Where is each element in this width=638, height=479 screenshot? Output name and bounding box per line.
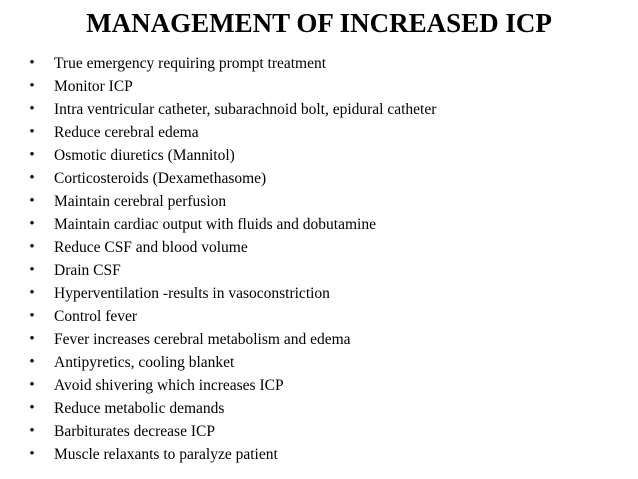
bullet-item <box>0 328 638 351</box>
bullet-item <box>0 144 638 167</box>
bullet-item <box>0 305 638 328</box>
bullet-dot-icon: • <box>29 446 35 462</box>
bullet-item <box>0 190 638 213</box>
bullet-item <box>0 259 638 282</box>
bullet-text: Maintain cardiac output with fluids and dobutamine <box>54 216 376 233</box>
bullet-text: Intra ventricular catheter, subarachnoid bolt, epidural catheter <box>54 101 437 118</box>
bullet-dot-icon: • <box>29 124 35 140</box>
bullet-dot-icon: • <box>29 101 35 117</box>
bullet-dot-icon: • <box>29 354 35 370</box>
bullet-dot-icon: • <box>29 239 35 255</box>
bullet-item <box>0 374 638 397</box>
bullet-text: Control fever <box>54 308 138 325</box>
bullet-text: Antipyretics, cooling blanket <box>54 354 235 371</box>
bullet-item <box>0 121 638 144</box>
bullet-text: Fever increases cerebral metabolism and edema <box>54 331 351 348</box>
bullet-dot-icon: • <box>29 55 35 71</box>
bullet-item <box>0 52 638 75</box>
bullet-text: Reduce metabolic demands <box>54 400 225 417</box>
bullet-text: Hyperventilation -results in vasoconstriction <box>54 285 330 302</box>
bullet-text: Monitor ICP <box>54 78 133 95</box>
bullet-list <box>0 52 638 466</box>
bullet-dot-icon: • <box>29 216 35 232</box>
bullet-item <box>0 98 638 121</box>
bullet-item <box>0 282 638 305</box>
bullet-dot-icon: • <box>29 285 35 301</box>
bullet-dot-icon: • <box>29 262 35 278</box>
bullet-item <box>0 420 638 443</box>
bullet-dot-icon: • <box>29 147 35 163</box>
bullet-item <box>0 236 638 259</box>
bullet-text: Reduce cerebral edema <box>54 124 199 141</box>
bullet-dot-icon: • <box>29 308 35 324</box>
slide-title: MANAGEMENT OF INCREASED ICP <box>86 8 552 38</box>
bullet-dot-icon: • <box>29 400 35 416</box>
bullet-dot-icon: • <box>29 170 35 186</box>
bullet-text: Reduce CSF and blood volume <box>54 239 248 256</box>
bullet-text: Maintain cerebral perfusion <box>54 193 227 210</box>
bullet-text: Muscle relaxants to paralyze patient <box>54 446 278 463</box>
bullet-item <box>0 213 638 236</box>
bullet-item <box>0 351 638 374</box>
bullet-text: Barbiturates decrease ICP <box>54 423 215 440</box>
bullet-item <box>0 397 638 420</box>
bullet-text: Osmotic diuretics (Mannitol) <box>54 147 235 164</box>
bullet-dot-icon: • <box>29 78 35 94</box>
bullet-dot-icon: • <box>29 193 35 209</box>
bullet-dot-icon: • <box>29 377 35 393</box>
bullet-item <box>0 167 638 190</box>
bullet-item <box>0 75 638 98</box>
bullet-text: Avoid shivering which increases ICP <box>54 377 284 394</box>
bullet-text: Drain CSF <box>54 262 121 279</box>
bullet-text: True emergency requiring prompt treatment <box>54 55 327 72</box>
bullet-item <box>0 443 638 466</box>
bullet-dot-icon: • <box>29 331 35 347</box>
bullet-dot-icon: • <box>29 423 35 439</box>
bullet-text: Corticosteroids (Dexamethasome) <box>54 170 267 187</box>
